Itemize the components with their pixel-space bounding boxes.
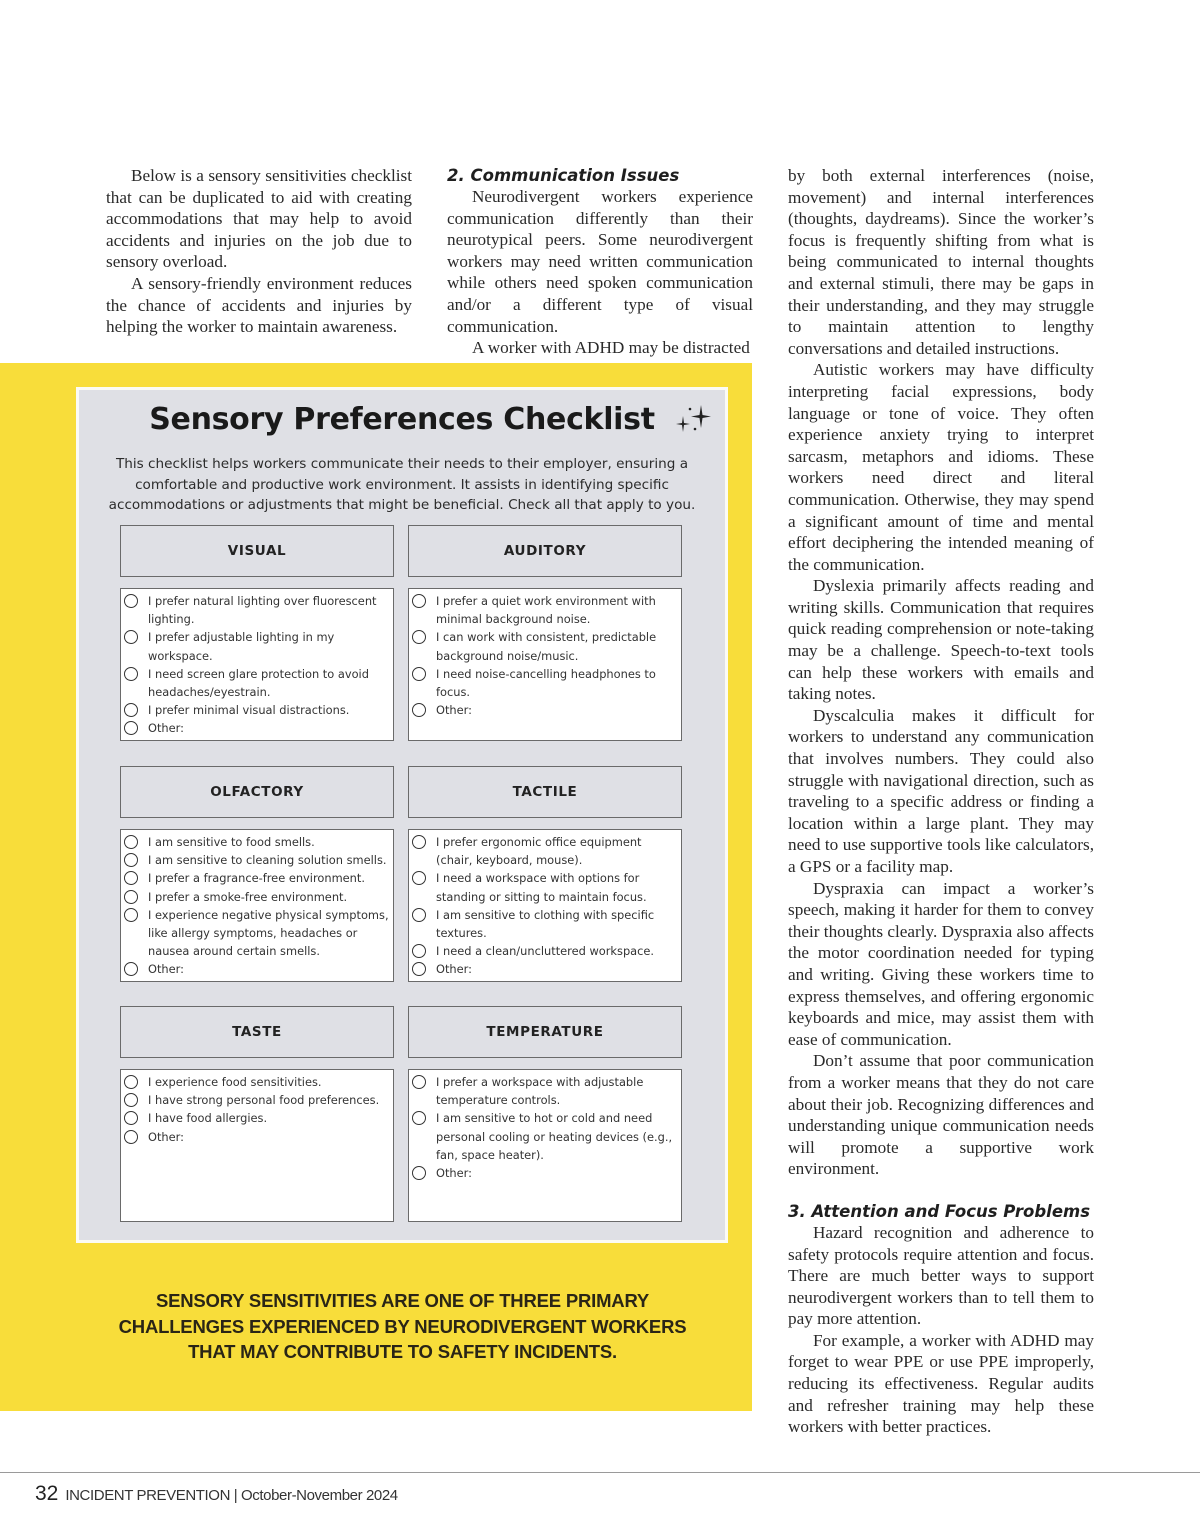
option-label: I prefer minimal visual distractions. — [148, 703, 350, 718]
checklist-option[interactable] — [124, 906, 393, 961]
category-visual — [120, 525, 394, 741]
radio-button[interactable] — [124, 1075, 138, 1089]
category-tactile — [408, 766, 682, 982]
radio-button[interactable] — [124, 721, 138, 735]
callout-line: THAT MAY CONTRIBUTE TO SAFETY INCIDENTS. — [188, 1341, 617, 1362]
section-heading: 2. Communication Issues — [447, 166, 680, 185]
option-label: I am sensitive to clothing with specific textures. — [436, 907, 655, 941]
radio-button[interactable] — [124, 667, 138, 681]
paragraph: Dyspraxia can impact a worker’s speech, making it harder for them to convey their thoughts clearly. Dyspraxia also affects the motor coordination needed for typing and writing. Giving these workers time to express themselves, and offering ergonomic keyboards and mice, may assist them with ease of communication. — [788, 878, 1094, 1049]
category-options — [408, 829, 682, 982]
category-options — [120, 588, 394, 741]
category-header: TACTILE — [408, 766, 682, 818]
checklist-option[interactable] — [124, 628, 393, 664]
checklist-option[interactable] — [124, 851, 393, 869]
option-label: I have strong personal food preferences. — [148, 1093, 380, 1108]
option-label: Other: — [148, 1129, 184, 1144]
paragraph: Hazard recognition and adherence to safety protocols require attention and focus. There are much better ways to support neurodivergent workers than to tell them to pay more attention. — [788, 1222, 1094, 1329]
category-header: AUDITORY — [408, 525, 682, 577]
callout-line: CHALLENGES EXPERIENCED BY NEURODIVERGENT WORKERS — [118, 1315, 687, 1337]
checklist-option[interactable] — [124, 1073, 393, 1091]
category-taste — [120, 1006, 394, 1222]
option-label: Other: — [148, 962, 184, 977]
category-options — [120, 829, 394, 982]
option-label: I need a clean/uncluttered workspace. — [436, 944, 655, 959]
checklist-option[interactable] — [412, 906, 681, 942]
radio-button[interactable] — [412, 944, 426, 958]
article-column-1 — [106, 165, 412, 338]
option-label: I prefer a quiet work environment with minimal background noise. — [436, 594, 656, 627]
category-header: OLFACTORY — [120, 766, 394, 818]
radio-button[interactable] — [412, 835, 426, 849]
radio-button[interactable] — [124, 890, 138, 904]
checklist-option[interactable] — [412, 833, 681, 869]
option-label: I am sensitive to food smells. — [148, 835, 315, 849]
option-label: Other: — [148, 721, 184, 736]
option-label: I experience food sensitivities. — [148, 1075, 322, 1089]
checklist-option[interactable] — [412, 942, 681, 960]
paragraph: Below is a sensory sensitivities checklist that can be duplicated to aid with creating accommodations that may help to avoid accidents and injuries on the job due to sensory overload. — [106, 166, 412, 272]
option-label: Other: — [436, 962, 472, 977]
checklist-option[interactable] — [124, 960, 393, 978]
category-options — [408, 1069, 682, 1222]
sparkle-icon — [671, 402, 715, 436]
checklist-option[interactable] — [124, 833, 393, 851]
option-label: I prefer adjustable lighting in my workspace. — [148, 630, 335, 663]
radio-button[interactable] — [412, 630, 426, 644]
radio-button[interactable] — [412, 908, 426, 922]
option-label: I am sensitive to cleaning solution smells. — [148, 853, 387, 868]
radio-button[interactable] — [412, 1166, 426, 1180]
category-options — [120, 1069, 394, 1222]
paragraph: Autistic workers may have difficulty interpreting facial expressions, body language or tone of voice. They often experience anxiety trying to interpret sarcasm, metaphors and idioms. These workers need direct and literal communication. Otherwise, they may spend a significant amount of time and mental effort deciphering the intended meaning of the communication. — [788, 360, 1094, 574]
radio-button[interactable] — [124, 871, 138, 885]
paragraph: Don’t assume that poor communication from a worker means that they do not care about their job. Recognizing differences and understanding unique communication needs will promote a supportive work environment. — [788, 1051, 1094, 1179]
option-label: I have food allergies. — [148, 1111, 268, 1126]
category-temperature — [408, 1006, 682, 1222]
checklist-card — [76, 387, 728, 1243]
checklist-title: Sensory Preferences Checklist — [149, 402, 655, 437]
option-label: I need screen glare protection to avoid headaches/eyestrain. — [148, 666, 369, 700]
pull-quote-callout — [60, 1288, 745, 1365]
checklist-option[interactable] — [124, 869, 393, 887]
radio-button[interactable] — [412, 1075, 426, 1089]
radio-button[interactable] — [124, 703, 138, 717]
checklist-option[interactable] — [412, 592, 681, 628]
paragraph: by both external interferences (noise, movement) and internal interferences (thoughts, daydreams). Since the worker’s focus is frequently shifting from what is being communicated to internal thoughts and external stimuli, there may be gaps in their understanding, and they may struggle to maintain attention to lengthy conversations and detailed instructions. — [788, 166, 1094, 358]
category-auditory — [408, 525, 682, 741]
radio-button[interactable] — [124, 1093, 138, 1107]
checklist-option[interactable] — [412, 869, 681, 905]
page-footer — [35, 1482, 398, 1506]
option-label: I prefer a fragrance-free environment. — [148, 871, 365, 886]
option-label: Other: — [436, 1166, 472, 1181]
radio-button[interactable] — [412, 1111, 426, 1125]
category-header: TEMPERATURE — [408, 1006, 682, 1058]
spacer — [788, 1180, 1094, 1201]
category-header: VISUAL — [120, 525, 394, 577]
option-label: I prefer natural lighting over fluorescent lighting. — [148, 594, 377, 627]
checklist-option[interactable] — [124, 592, 393, 628]
radio-button[interactable] — [412, 594, 426, 608]
paragraph: Neurodivergent workers experience communication differently than their neurotypical peers. Some neurodivergent workers may need written communication while others need spoken communication and/or a different type of visual communication. — [447, 187, 753, 336]
checklist-option[interactable] — [124, 1091, 393, 1109]
checklist-option[interactable] — [412, 1164, 681, 1182]
article-column-3 — [788, 165, 1094, 1438]
checklist-option[interactable] — [412, 665, 681, 701]
page-number: 32 — [35, 1482, 59, 1505]
option-label: I experience negative physical symptoms, like allergy symptoms, headaches or nausea around certain smells. — [148, 907, 389, 959]
checklist-option[interactable] — [124, 1128, 393, 1146]
checklist-option[interactable] — [412, 960, 681, 978]
category-options — [408, 588, 682, 741]
radio-button[interactable] — [412, 667, 426, 681]
paragraph: A sensory-friendly environment reduces the chance of accidents and injuries by helping the worker to maintain awareness. — [106, 273, 412, 337]
option-label: I prefer a smoke-free environment. — [148, 889, 348, 904]
option-label: Other: — [436, 703, 472, 718]
radio-button[interactable] — [124, 835, 138, 849]
radio-button[interactable] — [412, 871, 426, 885]
paragraph: Dyslexia primarily affects reading and writing skills. Communication that requires quick reading comprehension or note-taking may be a challenge. Speech-to-text tools can help these workers with emails and taking notes. — [788, 576, 1094, 704]
option-label: I prefer a workspace with adjustable temperature controls. — [436, 1075, 644, 1108]
radio-button[interactable] — [124, 908, 138, 922]
checklist-option[interactable] — [412, 628, 681, 664]
radio-button[interactable] — [124, 853, 138, 867]
publication-info: INCIDENT PREVENTION | October-November 2024 — [65, 1487, 398, 1504]
paragraph: A worker with ADHD may be distracted — [472, 338, 750, 358]
checklist-option[interactable] — [124, 1109, 393, 1127]
section-heading: 3. Attention and Focus Problems — [788, 1201, 1091, 1221]
article-column-2 — [447, 165, 753, 359]
category-header: TASTE — [120, 1006, 394, 1058]
checklist-intro: This checklist helps workers communicate their needs to their employer, ensuring a comfortable and productive work environment. It assists in identifying specific accommodations or adjustments that might be beneficial. Check all that apply to you. — [108, 456, 696, 513]
option-label: I prefer ergonomic office equipment (chair, keyboard, mouse). — [436, 835, 642, 868]
yellow-sidebar-panel — [0, 363, 752, 1411]
category-olfactory — [120, 766, 394, 982]
checklist-option[interactable] — [124, 888, 393, 906]
radio-button[interactable] — [124, 962, 138, 976]
option-label: I need noise-cancelling headphones to focus. — [436, 666, 656, 700]
paragraph: For example, a worker with ADHD may forget to wear PPE or use PPE improperly, reducing its effectiveness. Regular audits and refresher training may help these workers with better practices. — [788, 1330, 1094, 1437]
option-label: I am sensitive to hot or cold and need personal cooling or heating devices (e.g., fan, space heater). — [436, 1111, 673, 1162]
footer-divider — [0, 1472, 1200, 1473]
checklist-option[interactable] — [124, 701, 393, 719]
option-label: I can work with consistent, predictable background noise/music. — [436, 630, 657, 663]
checklist-option[interactable] — [124, 665, 393, 701]
radio-button[interactable] — [124, 630, 138, 644]
radio-button[interactable] — [124, 1130, 138, 1144]
radio-button[interactable] — [124, 594, 138, 608]
option-label: I need a workspace with options for standing or sitting to maintain focus. — [436, 871, 647, 904]
checklist-option[interactable] — [412, 701, 681, 719]
radio-button[interactable] — [412, 962, 426, 976]
callout-line: SENSORY SENSITIVITIES ARE ONE OF THREE PRIMARY — [155, 1290, 650, 1311]
checklist-option[interactable] — [412, 1073, 681, 1109]
radio-button[interactable] — [412, 703, 426, 717]
radio-button[interactable] — [124, 1111, 138, 1125]
checklist-option[interactable] — [124, 719, 393, 737]
checklist-option[interactable] — [412, 1109, 681, 1164]
paragraph: Dyscalculia makes it difficult for workers to understand any communication that involves numbers. They could also struggle with navigational direction, such as traveling to a specific address or finding a location within a large plant. They may need to use supportive tools like calculators, a GPS or a facility map. — [788, 705, 1094, 876]
